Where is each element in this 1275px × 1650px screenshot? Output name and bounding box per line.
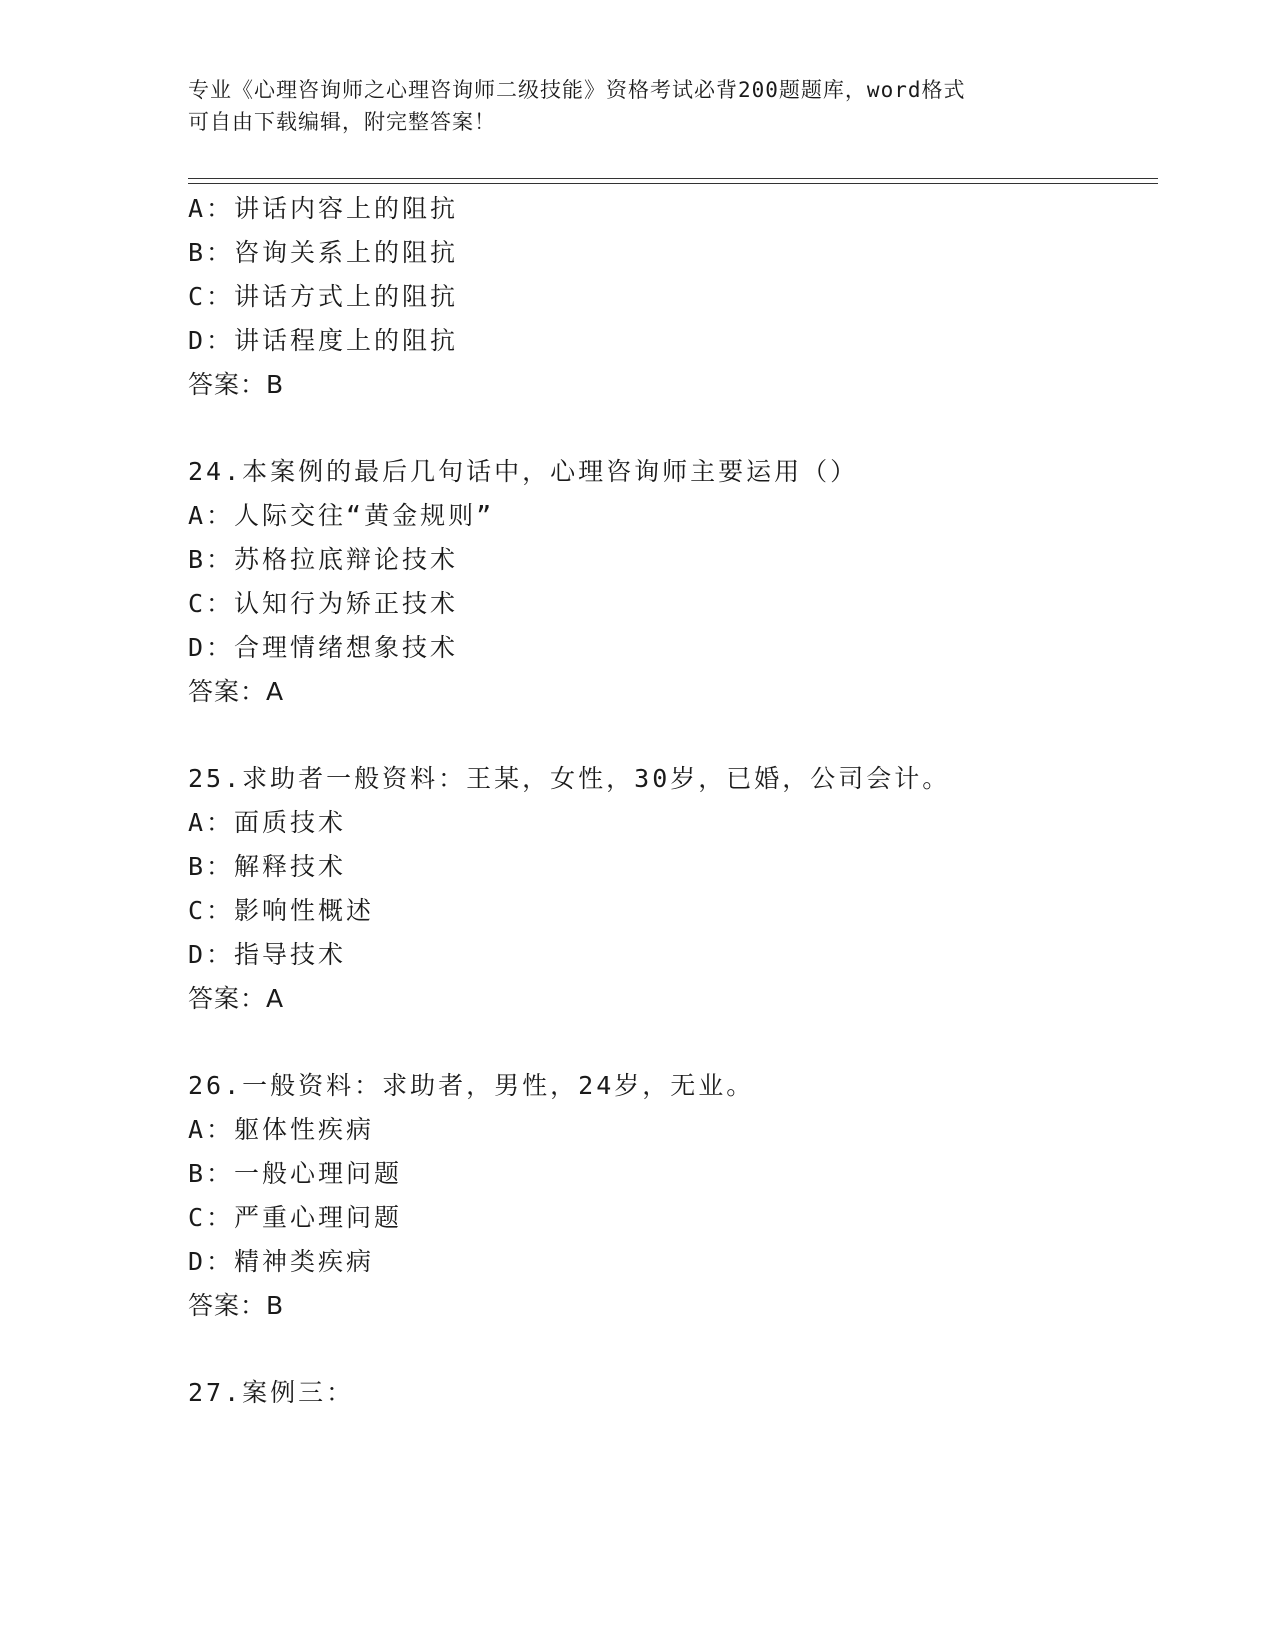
header-line-1: 专业《心理咨询师之心理咨询师二级技能》资格考试必背200题题库，word格式 <box>188 78 966 102</box>
q23-option-a: A：讲话内容上的阻抗 <box>188 194 459 223</box>
q24-option-b: B：苏格拉底辩论技术 <box>188 545 459 574</box>
q24-stem: 24.本案例的最后几句话中，心理咨询师主要运用（） <box>188 457 859 486</box>
q25-option-c: C：影响性概述 <box>188 896 375 925</box>
header-divider-top <box>188 178 1158 179</box>
q23-answer: 答案：B <box>188 370 285 399</box>
q26-option-c: C：严重心理问题 <box>188 1203 403 1232</box>
q24-option-d: D：合理情绪想象技术 <box>188 633 459 662</box>
q26-option-d: D：精神类疾病 <box>188 1247 375 1276</box>
q26-stem: 26.一般资料：求助者，男性，24岁，无业。 <box>188 1071 755 1100</box>
q25-option-a: A：面质技术 <box>188 808 347 837</box>
q26-answer: 答案：B <box>188 1291 285 1320</box>
q24-option-c: C：认知行为矫正技术 <box>188 589 459 618</box>
q25-option-b: B：解释技术 <box>188 852 347 881</box>
header-line-2: 可自由下载编辑，附完整答案！ <box>188 110 496 134</box>
q26-option-a: A：躯体性疾病 <box>188 1115 375 1144</box>
q24-option-a: A：人际交往“黄金规则” <box>188 501 495 530</box>
header-divider-bottom <box>188 183 1158 184</box>
q23-option-c: C：讲话方式上的阻抗 <box>188 282 459 311</box>
q24-answer: 答案：A <box>188 677 285 706</box>
document-header <box>188 74 1088 138</box>
q27-stem: 27.案例三： <box>188 1378 355 1407</box>
q25-option-d: D：指导技术 <box>188 940 347 969</box>
q23-option-b: B：咨询关系上的阻抗 <box>188 238 459 267</box>
q23-option-d: D：讲话程度上的阻抗 <box>188 326 459 355</box>
q25-answer: 答案：A <box>188 984 285 1013</box>
q25-stem: 25.求助者一般资料：王某，女性，30岁，已婚，公司会计。 <box>188 764 951 793</box>
q26-option-b: B：一般心理问题 <box>188 1159 403 1188</box>
